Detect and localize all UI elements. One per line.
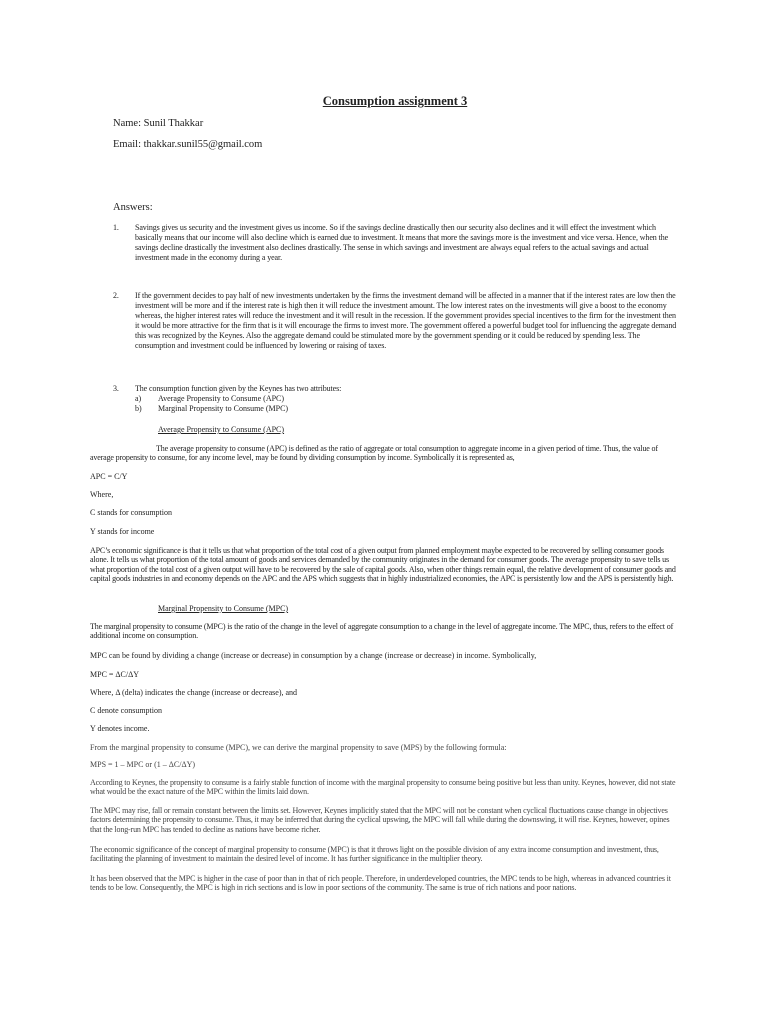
where-label: Where, — [90, 490, 114, 499]
answers-heading: Answers: — [113, 202, 153, 213]
author-name: Name: Sunil Thakkar — [113, 118, 204, 129]
sub-item-letter: b) — [135, 404, 142, 413]
apc-significance: APC’s economic significance is that it tells us that what proportion of the total cost of a given output from planned employment maybe expected to be recovered by selling consumer goods alone. It tells us what proportion of the total amount of goods and services demanded by the community originates in the demand for consumer goods. The average propensity to save tells us what proportion of the total cost of a given output will have to be recovered by the sale of capital goods. Also, when other things remain equal, the relative development of consumer goods and capital goods industries in and economy depends on the APC and the APS which suggests that in highly industrialized economies, the APC is persistently low and the APS is persistently high. — [90, 546, 676, 584]
answer-item-1 — [113, 223, 678, 263]
mpc-definition: The marginal propensity to consume (MPC) is the ratio of the change in the level of aggregate consumption to a change in the level of aggregate income. The MPC, thus, refers to the effect of additional income on consumption. — [90, 622, 674, 641]
apc-formula: APC = C/Y — [90, 472, 128, 481]
answer-item-2 — [113, 291, 678, 351]
apc-definition: The average propensity to consume (APC) is defined as the ratio of aggregate or total consumption to aggregate income in a given period of time. Thus, the value of average propensity to consume, for any income level, may be found by dividing consumption by income. Symbolically it is represented as, — [90, 444, 658, 463]
answer-number: 1. — [113, 223, 119, 232]
mps-formula: MPS = 1 – MPC or (1 – ΔC/ΔY) — [90, 760, 196, 769]
mps-derive-text: From the marginal propensity to consume (MPC), we can derive the marginal propensity to save (MPS) by the following formula: — [90, 743, 507, 752]
mpc-found-text: MPC can be found by dividing a change (increase or decrease) in consumption by a change (increase or decrease) in income. Symbolically, — [90, 651, 537, 660]
answer-text: If the government decides to pay half of new investments undertaken by the firms the investment demand will be affected in a manner that if the interest rates are low then the investment will be more and if the interest rate is high then it will reduce the investment amount. The low interest rates on the investments will give a boost to the economy whereas, the higher interest rates will reduce the investment and it will result in the recession. If the government provides special incentives to the firm for the investment then it would be more attractive for the firm that is it will encourage the firms to invest more. The government offered a powerful budget tool for influencing the aggregate demand this was recognized by the Keynes. Also the aggregate demand could be stimulated more by the government spending or it could be reduced by spending less. The consumption and investment could be influenced by lowering or raising of taxes. — [135, 291, 677, 350]
answer-number: 3. — [113, 384, 119, 393]
sub-item-text: Average Propensity to Consume (APC) — [158, 394, 285, 403]
mpc-vary-paragraph: The MPC may rise, fall or remain constant between the limits set. However, Keynes implicitly stated that the MPC will not be constant when cyclical fluctuations cause change in objectives factors determining the propensity to consume. Thus, it may be inferred that during the cyclical upswing, the MPC will fall while during the downswing, it will rise. Keynes, however, opines that the long-run MPC has tended to decline as nations have become richer. — [90, 806, 670, 834]
answer-text: Savings gives us security and the investment gives us income. So if the savings decline drastically then our security also declines and it will effect the investment which basically means that our income will also decline which is earned due to investment. It means that more the savings more is the investment and vice versa. Hence, when the savings decline drastically the investment also declines drastically. The sense in which savings and investment are always equal refers to the actual savings and actual investment made in the economy during a year. — [135, 223, 669, 262]
delta-where-text: Where, Δ (delta) indicates the change (increase or decrease), and — [90, 688, 298, 697]
apc-heading: Average Propensity to Consume (APC) — [158, 425, 285, 434]
document-title: Consumption assignment 3 — [322, 94, 468, 108]
mpc-formula: MPC = ΔC/ΔY — [90, 670, 140, 679]
answer-item-3 — [113, 384, 678, 394]
mpc-heading: Marginal Propensity to Consume (MPC) — [158, 604, 289, 613]
c-denote-text: C denote consumption — [90, 706, 162, 715]
y-stands-text: Y stands for income — [90, 527, 155, 536]
answer-number: 2. — [113, 291, 119, 300]
mpc-rich-poor-paragraph: It has been observed that the MPC is higher in the case of poor than in that of rich people. Therefore, in underdeveloped countries, the MPC tends to be high, whereas in advanced countries it tends to be low. Consequently, the MPC is high in rich sections and is low in poor sections of the community. The same is true of rich nations and poor nations. — [90, 874, 671, 893]
y-denote-text: Y denotes income. — [90, 724, 150, 733]
mpc-significance-paragraph: The economic significance of the concept of marginal propensity to consume (MPC) is that it throws light on the possible division of any extra income consumption and investment, thus, facilitating the planning of investment to maintain the desired level of income. It has further significance in the multiplier theory. — [90, 845, 659, 864]
author-email: Email: thakkar.sunil55@gmail.com — [113, 139, 263, 150]
sub-item-text: Marginal Propensity to Consume (MPC) — [158, 404, 289, 413]
sub-item-letter: a) — [135, 394, 142, 403]
answer-text: The consumption function given by the Keynes has two attributes: — [135, 384, 342, 393]
keynes-paragraph: According to Keynes, the propensity to consume is a fairly stable function of income with the marginal propensity to consume being positive but less than unity. Keynes, however, did not state what would be the exact nature of the MPC within the limits laid down. — [90, 778, 676, 797]
c-stands-text: C stands for consumption — [90, 508, 172, 517]
